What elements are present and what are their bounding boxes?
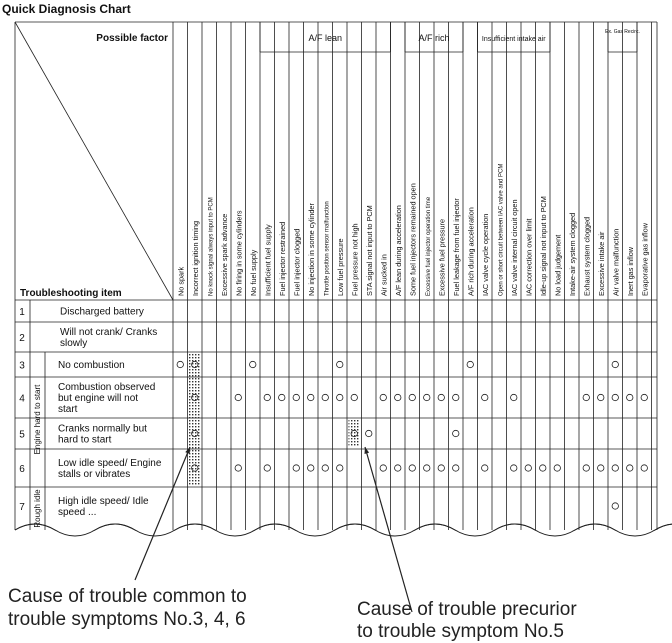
cause-mark xyxy=(482,394,488,400)
row-item-line: Low idle speed/ Engine xyxy=(58,458,162,469)
cause-mark xyxy=(366,430,372,436)
cause-mark xyxy=(612,503,618,509)
cause-mark xyxy=(453,465,459,471)
cause-mark xyxy=(540,465,546,471)
cause-mark xyxy=(409,394,415,400)
cause-mark xyxy=(264,465,270,471)
factor-label: STA signal not input to PCM xyxy=(364,205,374,296)
cause-mark xyxy=(424,394,430,400)
row-item-line: speed ... xyxy=(58,507,97,518)
factor-label: Evaporative gas inflow xyxy=(640,222,650,296)
cause-mark xyxy=(337,465,343,471)
group-label: Insufficient intake air xyxy=(481,36,546,43)
cause-mark xyxy=(598,465,604,471)
row-number: 4 xyxy=(19,393,25,405)
row-item-label xyxy=(58,424,147,446)
torn-edge-mask xyxy=(14,531,658,551)
row-item-line: High idle speed/ Idle xyxy=(58,496,149,507)
factor-label: Excessive intake air xyxy=(596,231,606,296)
factor-label: Throttle position sensor malfunction xyxy=(324,201,331,296)
factor-label: Exhaust system clogged xyxy=(582,216,592,296)
factor-label: Fuel leakage from fuel injector xyxy=(451,198,461,296)
factor-label: Open or short circuit between IAC valve and PCM xyxy=(498,163,505,296)
cause-mark xyxy=(598,394,604,400)
cause-mark xyxy=(264,394,270,400)
cause-mark xyxy=(438,394,444,400)
row-item-label xyxy=(58,496,149,518)
factor-label: Idle-up signal not input to PCM xyxy=(538,196,548,296)
factor-label: IAC valve internal circuit open xyxy=(509,199,519,296)
factor-label: No firing in some cylinders xyxy=(234,210,244,296)
row-item-line: start xyxy=(58,404,78,415)
cause-mark xyxy=(380,465,386,471)
header-diagonal xyxy=(15,22,173,300)
row-number: 2 xyxy=(19,333,25,344)
cause-mark xyxy=(482,465,488,471)
row-number: 3 xyxy=(19,360,25,372)
cause-mark xyxy=(395,465,401,471)
factor-label: Fuel pressure not high xyxy=(350,223,360,296)
factor-label: Incorrect ignition timing xyxy=(190,220,200,296)
row-item-label xyxy=(60,327,157,349)
row-number: 7 xyxy=(19,502,25,513)
caption-precursor-line2: to trouble symptom No.5 xyxy=(357,621,564,642)
factor-label: Fuel injector clogged xyxy=(292,228,302,296)
caption-precursor xyxy=(357,599,577,643)
row-number: 1 xyxy=(19,307,25,318)
cause-mark xyxy=(250,361,256,367)
possible-factor-label: Possible factor xyxy=(96,33,168,44)
row-item-line: slowly xyxy=(60,338,88,349)
chart-title: Quick Diagnosis Chart xyxy=(2,2,131,16)
cause-mark xyxy=(279,394,285,400)
row-number: 6 xyxy=(19,464,25,475)
cause-mark xyxy=(409,465,415,471)
group-label: A/F lean xyxy=(308,33,343,43)
row-item-label xyxy=(60,307,144,318)
cause-mark xyxy=(177,361,183,367)
row-number: 5 xyxy=(19,429,25,441)
cause-mark xyxy=(453,430,459,436)
cause-mark xyxy=(583,465,589,471)
factor-label: Intake-air system clogged xyxy=(567,212,577,296)
cause-mark xyxy=(337,394,343,400)
row-item-label xyxy=(58,458,162,480)
factor-label: IAC correction over limit xyxy=(524,218,534,296)
cause-mark xyxy=(235,394,241,400)
category-label: Engine hard to start xyxy=(33,384,43,455)
caption-precursor-line1: Cause of trouble precurior xyxy=(357,599,577,620)
factor-label: No spark xyxy=(176,266,186,296)
shade-precursor-cause xyxy=(349,420,361,447)
cause-mark xyxy=(641,465,647,471)
cause-mark xyxy=(612,394,618,400)
cause-mark xyxy=(322,394,328,400)
cause-mark xyxy=(525,465,531,471)
factor-label: Air valve malfunction xyxy=(611,228,621,296)
cause-mark xyxy=(438,465,444,471)
cause-mark xyxy=(351,394,357,400)
row-item-line: hard to start xyxy=(58,434,112,446)
factor-label: No injection in some cylinder xyxy=(306,203,316,296)
shade-common-cause xyxy=(189,354,201,485)
cause-mark xyxy=(235,465,241,471)
cause-mark xyxy=(337,361,343,367)
cause-mark xyxy=(293,394,299,400)
cause-mark xyxy=(627,465,633,471)
factor-label: Excessive fuel pressure xyxy=(437,218,447,296)
cause-mark xyxy=(627,394,633,400)
factor-label: Fuel injector restrained xyxy=(277,221,287,296)
cause-mark xyxy=(583,394,589,400)
cause-mark xyxy=(554,465,560,471)
row-item-line: stalls or vibrates xyxy=(58,469,131,480)
cause-mark xyxy=(453,394,459,400)
category-label: Rough idle xyxy=(33,489,43,528)
cause-mark xyxy=(380,394,386,400)
cause-mark xyxy=(511,394,517,400)
cause-mark xyxy=(612,361,618,367)
caption-common-line2: trouble symptoms No.3, 4, 6 xyxy=(8,609,246,630)
cause-mark xyxy=(308,394,314,400)
cause-mark xyxy=(293,465,299,471)
factor-label: A/F rich during acceleration xyxy=(466,207,476,296)
group-label: A/F rich xyxy=(418,33,450,43)
factor-label: A/F lean during acceleration xyxy=(393,205,403,296)
cause-mark xyxy=(511,465,517,471)
factor-label: Insufficient fuel supply xyxy=(263,224,273,296)
factor-label: IAC valve cycle operation xyxy=(480,213,490,296)
factor-label: Inert gas inflow xyxy=(625,246,635,296)
caption-common xyxy=(8,585,247,631)
factor-label: No knock signal always input to PCM xyxy=(208,197,215,296)
factor-label: Low fuel pressure xyxy=(335,238,345,296)
row-item-line: No combustion xyxy=(58,360,125,371)
cause-mark xyxy=(641,394,647,400)
row-item-label xyxy=(58,360,125,371)
factor-label: Some fuel injectors remained open xyxy=(408,183,418,296)
cause-mark xyxy=(308,465,314,471)
row-item-line: but engine will not xyxy=(58,393,139,404)
caption-common-line1: Cause of trouble common to xyxy=(8,586,247,607)
factor-label: Air sucked in xyxy=(379,254,389,296)
cause-mark xyxy=(424,465,430,471)
factor-label: No load judgement xyxy=(553,234,563,296)
row-item-label xyxy=(58,382,155,415)
cause-mark xyxy=(612,465,618,471)
troubleshooting-item-label: Troubleshooting item xyxy=(20,288,122,299)
group-label: Ex. Gas Recirc. xyxy=(605,29,640,35)
row-item-line: Cranks normally but xyxy=(58,423,147,435)
factor-label: Excessive fuel injector operation time xyxy=(425,196,432,296)
row-item-line: Discharged battery xyxy=(60,306,144,318)
row-item-line: Combustion observed xyxy=(58,382,156,393)
factor-label: Excessive spark advance xyxy=(219,213,229,296)
cause-mark xyxy=(322,465,328,471)
cause-mark xyxy=(395,394,401,400)
row-item-line: Will not crank/ Cranks xyxy=(60,327,158,338)
cause-mark xyxy=(467,361,473,367)
arrow-precursor-head xyxy=(364,447,369,454)
factor-label: No fuel supply xyxy=(248,249,258,296)
